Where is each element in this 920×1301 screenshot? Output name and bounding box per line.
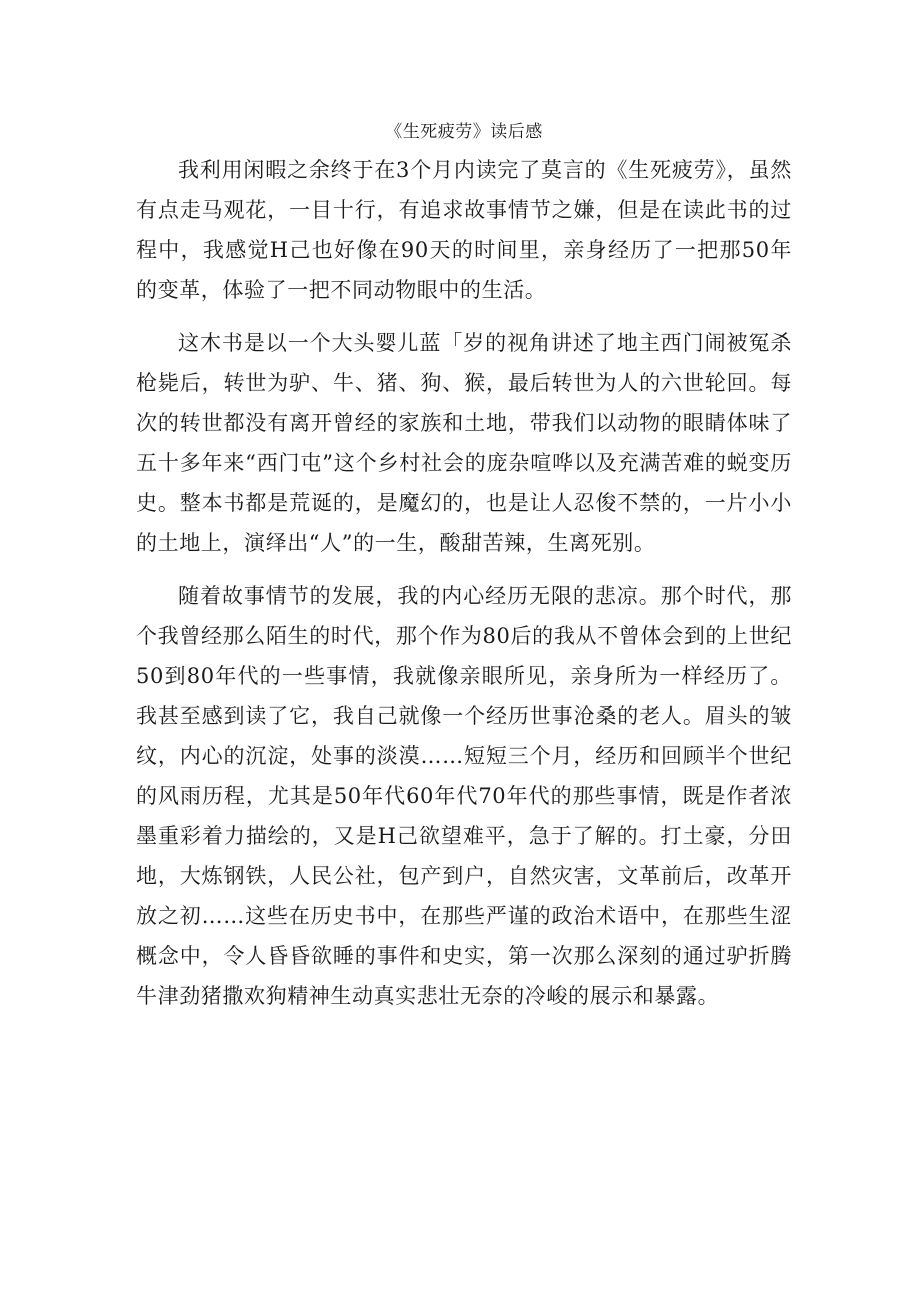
paragraph-2: 这木书是以一个大头婴儿蓝「岁的视角讲述了地主西门闹被冤杀枪毙后，转世为驴、牛、猪、狗、猴，最后转世为人的六世轮回。每次的转世都没有离开曾经的家族和土地，带我们以动物的眼睛体味了五十多年来“西门屯”这个乡村社会的庞杂喧哗以及充满苦难的蜕变历史。整本书都是荒诞的，是魔幻的，也是让人忍俊不禁的，一片小小的土地上，演绎出“人”的一生，酸甜苦辣，生离死别。 [136, 331, 792, 555]
paragraph-1: 我利用闲暇之余终于在3个月内读完了莫言的《生死疲劳》，虽然有点走马观花，一目十行，有追求故事情节之嫌，但是在读此书的过程中，我感觉H己也好像在90天的时间里，亲身经历了一把那50年的变革，体验了一把不同动物眼中的生活。 [136, 158, 792, 302]
paragraph-3: 随着故事情节的发展，我的内心经历无限的悲凉。那个时代，那个我曾经那么陌生的时代，那个作为80后的我从不曾体会到的上世纪50到80年代的一些事情，我就像亲眼所见，亲身所为一样经历了。我甚至感到读了它，我自己就像一个经历世事沧桑的老人。眉头的皱纹，内心的沉淀，处事的淡漠……短短三个月，经历和回顾半个世纪的风雨历程，尤其是50年代60年代70年代的那些事情，既是作者浓墨重彩着力描绘的，又是H己欲望难平，急于了解的。打土豪，分田地，大炼钢铁，人民公社，包产到户，自然灾害，文革前后，改革开放之初……这些在历史书中，在那些严谨的政治术语中，在那些生涩概念中，令人昏昏欲睡的事件和史实，第一次那么深刻的通过驴折腾牛津劲猪撒欢狗精神生动真实悲壮无奈的冷峻的展示和暴露。 [136, 584, 792, 1008]
document-title: 《生死疲劳》读后感 [385, 122, 543, 142]
document-page [136, 120, 792, 1029]
